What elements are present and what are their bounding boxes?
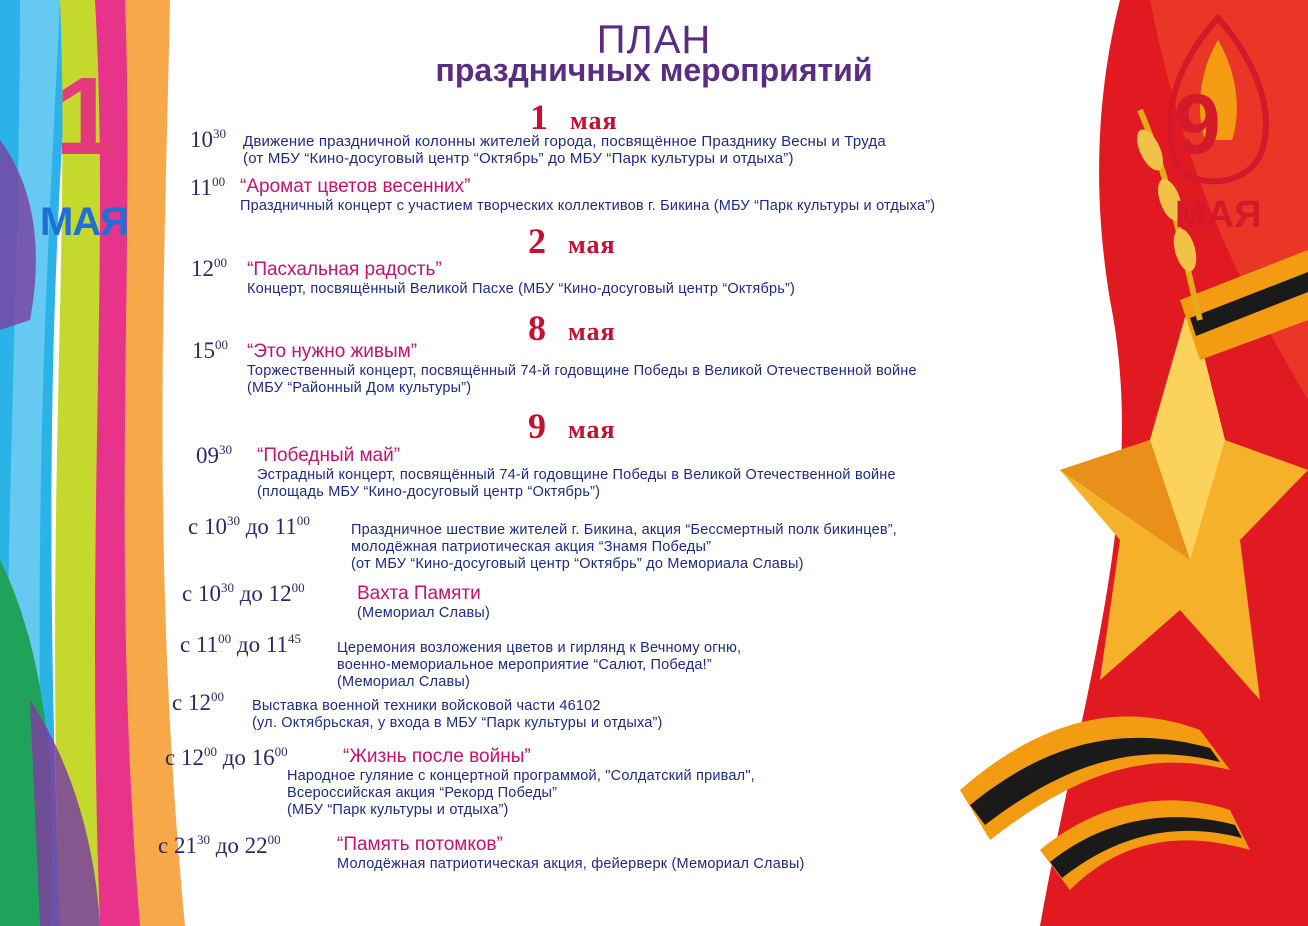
event-title: “Аромат цветов весенних” <box>240 176 471 197</box>
event-detail: Народное гуляние с концертной программой, "Солдатский привал", <box>287 768 755 784</box>
event-title: “Пасхальная радость” <box>247 259 442 280</box>
event-title: “Память потомков” <box>337 834 503 855</box>
event-time: с $11^{00}$ до $11^{45}$ <box>180 631 301 657</box>
event-detail: (Мемориал Славы) <box>337 674 471 690</box>
event-detail: (МБУ “Парк культуры и отдыха”) <box>287 802 509 818</box>
day-number: 1 <box>530 97 548 137</box>
event-time: $11^{00}$ <box>190 174 226 200</box>
badge-left-month: МАЯ <box>40 200 128 244</box>
event-detail: Праздничный концерт с участием творческих коллективов г. Бикина (МБУ “Парк культуры и отдыха”) <box>240 198 936 214</box>
day-heading-1 <box>530 96 618 138</box>
event-detail: Праздничное шествие жителей г. Бикина, акция “Бессмертный полк бикинцев”, <box>351 522 897 538</box>
event-detail: Церемония возложения цветов и гирлянд к Вечному огню, <box>337 640 742 656</box>
event-item <box>240 176 935 215</box>
day-number: 9 <box>528 406 546 446</box>
badge-right-number: 9 <box>1174 77 1221 171</box>
event-item <box>287 746 755 819</box>
event-title: “Это нужно живым” <box>247 341 418 362</box>
badge-right-month: МАЯ <box>1175 194 1262 236</box>
event-time: с $21^{30}$ до $22^{00}$ <box>158 832 281 858</box>
event-item <box>257 445 896 501</box>
event-detail: Эстрадный концерт, посвящённый 74-й годовщине Победы в Великой Отечественной войне <box>257 467 896 483</box>
page-title: ПЛАН <box>596 18 712 62</box>
event-item <box>351 522 897 573</box>
event-detail: Движение праздничной колонны жителей города, посвящённое Празднику Весны и Труда <box>243 133 886 150</box>
event-detail: (Мемориал Славы) <box>357 605 491 621</box>
event-item <box>337 640 741 691</box>
event-item <box>247 259 795 298</box>
badge-left-number: 1 <box>55 55 117 178</box>
event-item <box>337 834 805 873</box>
event-time: $09^{30}$ <box>196 442 232 468</box>
day-number: 2 <box>528 221 546 261</box>
event-time: $12^{00}$ <box>191 255 227 281</box>
day-month: мая <box>568 415 616 444</box>
event-detail: (от МБУ “Кино-досуговый центр “Октябрь” до Мемориала Славы) <box>351 556 804 572</box>
event-title: “Жизнь после войны” <box>343 746 531 767</box>
event-time: с $10^{30}$ до $11^{00}$ <box>188 513 310 539</box>
event-item <box>243 133 886 167</box>
event-time: $10^{30}$ <box>190 126 226 152</box>
event-detail: Всероссийская акция “Рекорд Победы” <box>287 785 558 801</box>
event-time: $15^{00}$ <box>192 337 228 363</box>
event-detail: Молодёжная патриотическая акция, фейерверк (Мемориал Славы) <box>337 856 805 872</box>
day-heading-9 <box>528 405 616 447</box>
event-detail: (ул. Октябрьская, у входа в МБУ “Парк культуры и отдыха”) <box>252 715 663 731</box>
event-title: Вахта Памяти <box>357 583 481 604</box>
event-item <box>247 341 917 397</box>
day-month: мая <box>568 317 616 346</box>
event-time: с $12^{00}$ до $16^{00}$ <box>165 744 288 770</box>
day-month: мая <box>568 230 616 259</box>
event-detail: Выставка военной техники войсковой части 46102 <box>252 698 601 714</box>
event-detail: Торжественный концерт, посвящённый 74-й годовщине Победы в Великой Отечественной войне <box>247 363 917 379</box>
day-month: мая <box>570 106 618 135</box>
event-detail: (МБУ “Районный Дом культуры”) <box>247 380 472 396</box>
event-detail: военно-мемориальное мероприятие “Салют, Победа!” <box>337 657 712 673</box>
event-detail: (от МБУ “Кино-досуговый центр “Октябрь” до МБУ “Парк культуры и отдыха”) <box>243 150 794 167</box>
page-subtitle: праздничных мероприятий <box>435 52 873 88</box>
event-detail: (площадь МБУ “Кино-досуговый центр “Октябрь”) <box>257 484 601 500</box>
day-heading-2 <box>528 220 616 262</box>
event-detail: молодёжная патриотическая акция “Знамя Победы” <box>351 539 712 555</box>
event-item <box>357 583 490 622</box>
event-item <box>252 698 663 732</box>
event-time: с $10^{30}$ до $12^{00}$ <box>182 580 305 606</box>
day-number: 8 <box>528 308 546 348</box>
event-time: с $12^{00}$ <box>172 689 224 715</box>
event-detail: Концерт, посвящённый Великой Пасхе (МБУ “Кино-досуговый центр “Октябрь”) <box>247 281 796 297</box>
event-title: “Победный май” <box>257 445 401 466</box>
